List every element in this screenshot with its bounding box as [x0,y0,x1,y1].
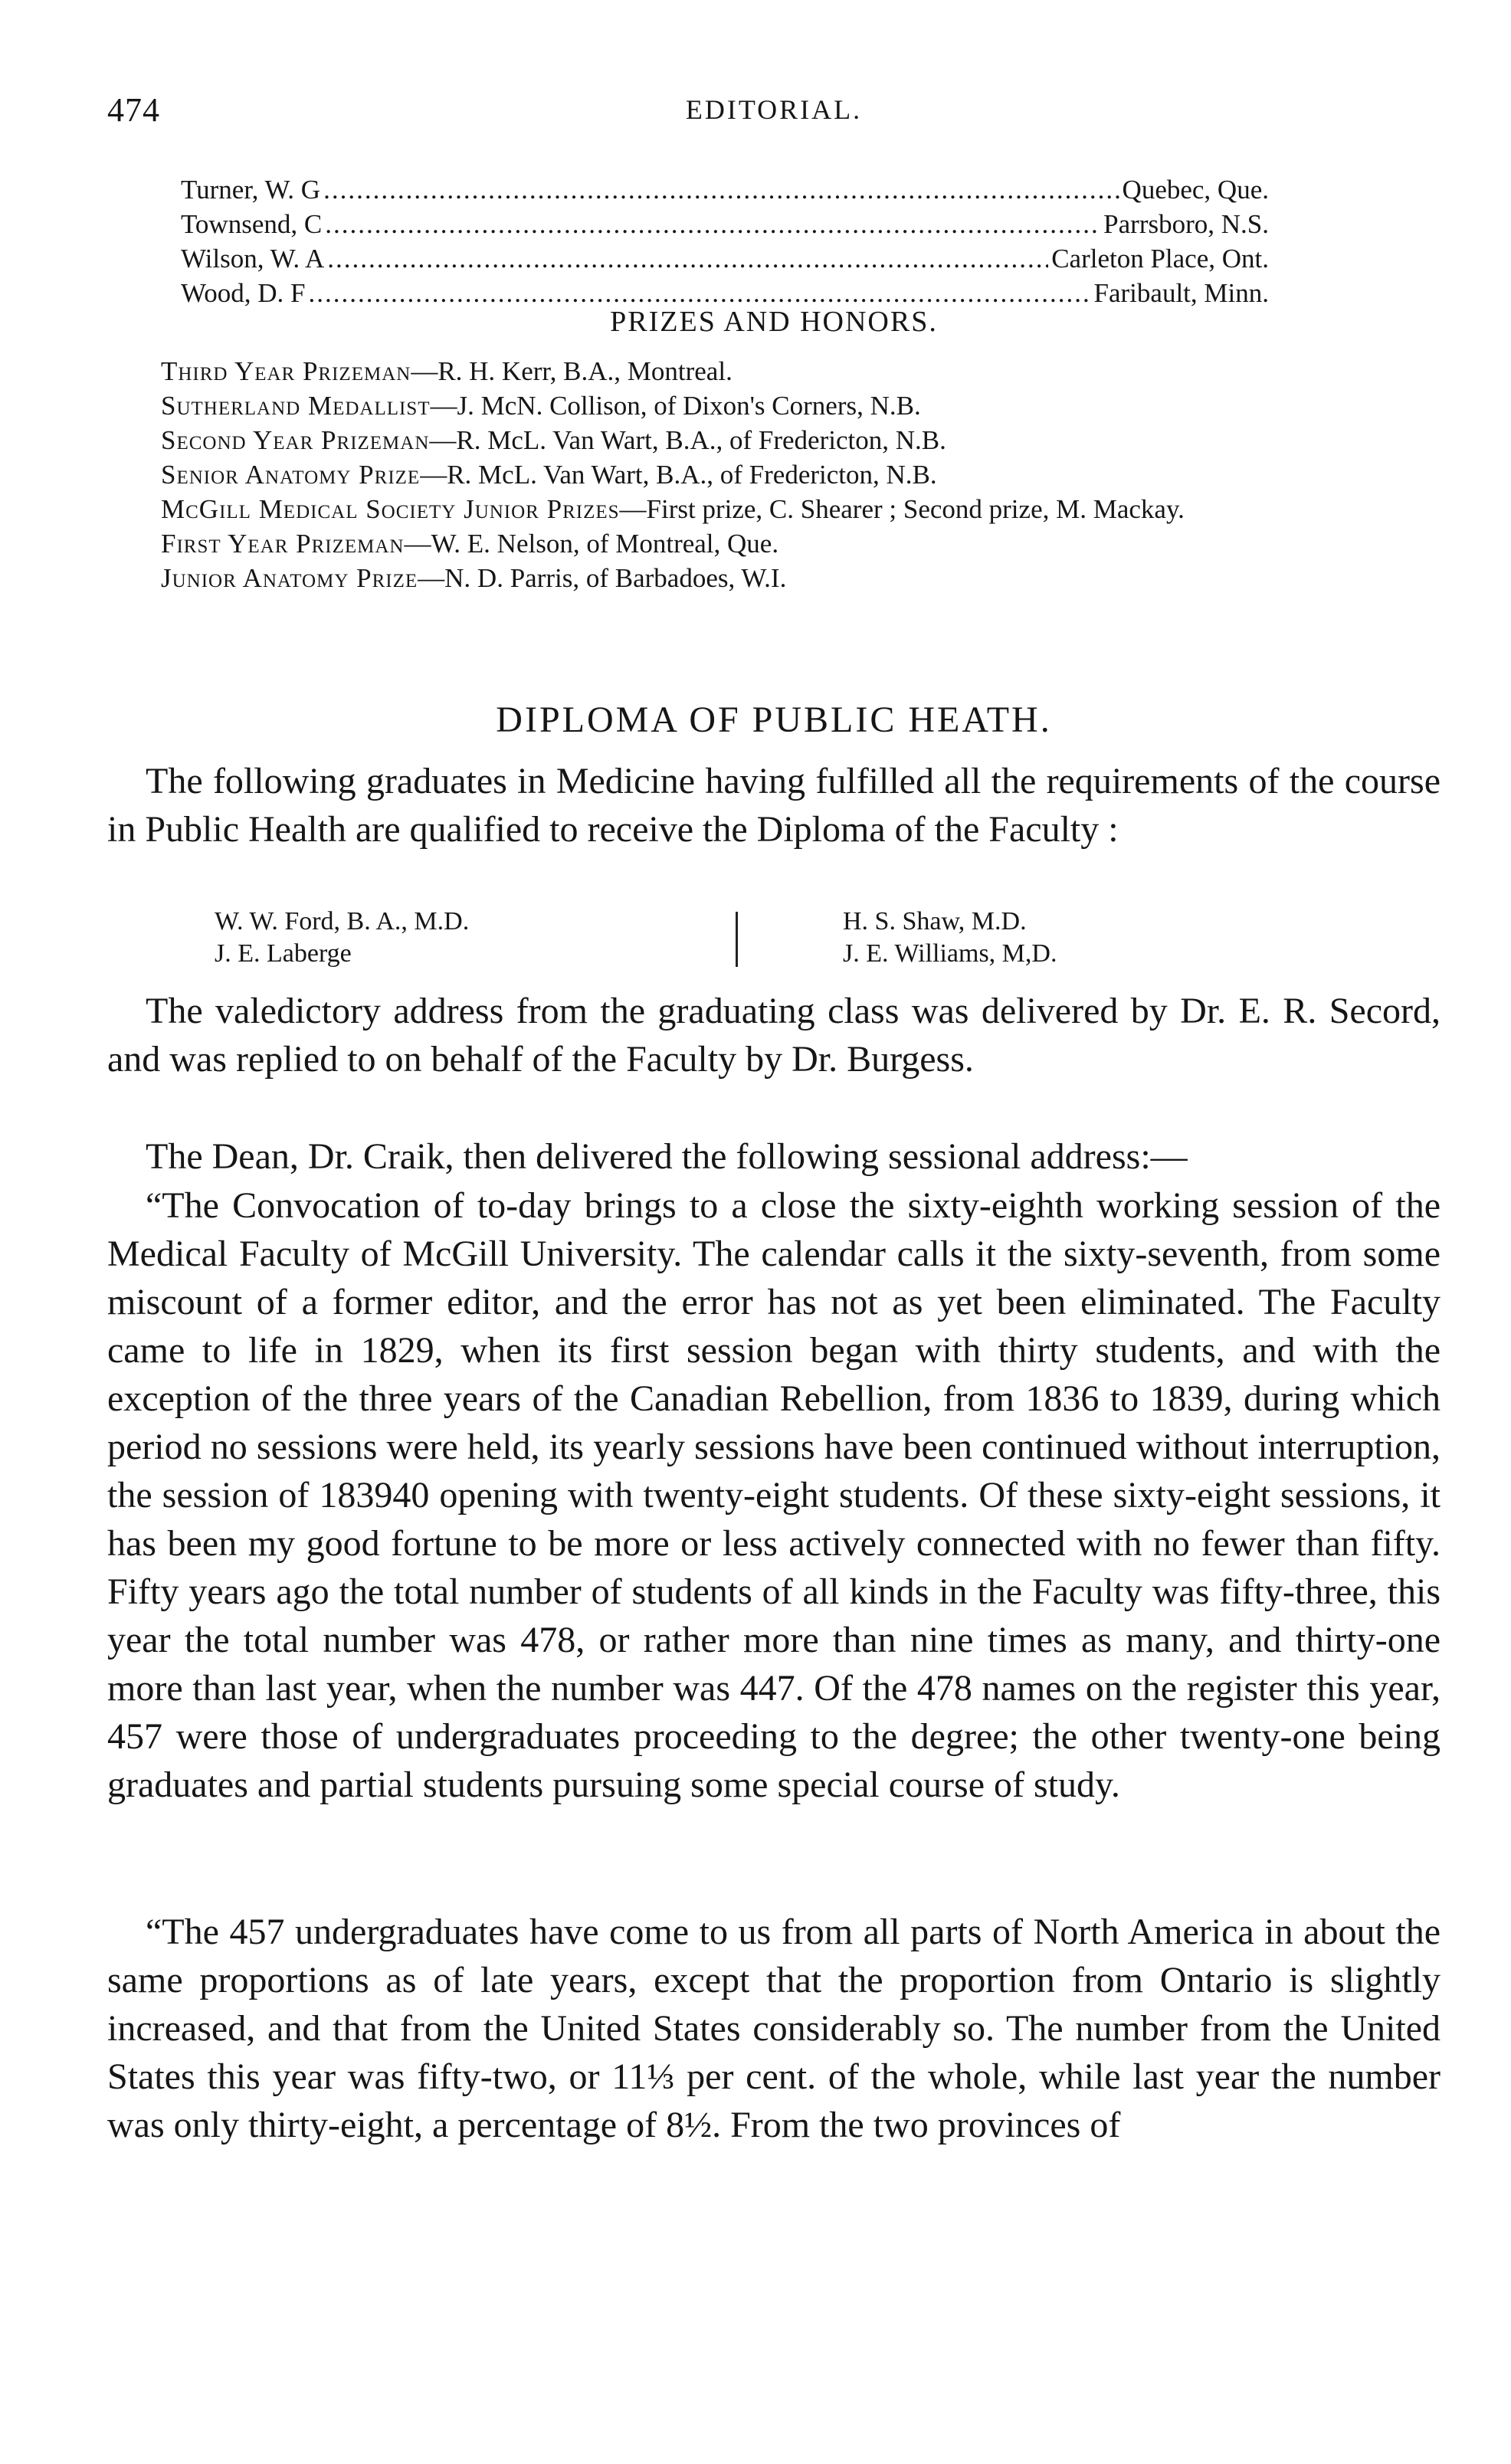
prize-item [161,561,1418,595]
valedictory-block [107,987,1441,1083]
prize-item [161,354,1418,388]
diploma-intro [107,757,1441,854]
page-number: 474 [107,91,160,129]
paragraph: “The Convocation of to-day brings to a close the sixty-eighth working session of the Medical Faculty of McGill University. The calendar calls it the sixty-seventh, from some miscount of a former editor, and the error has not as yet been eliminated. The Faculty came to life in 1829, when its first session began with thirty students, and with the exception of the three years of the Canadian Rebellion, from 1836 to 1839, during which period no sessions were held, its yearly sessions have been continued without interruption, the session of 183940 opening with twenty-eight students. Of these sixty-eight sessions, it has been my good fortune to be more or less actively connected with no fewer than fifty. Fifty years ago the total number of students of all kinds in the Faculty was fifty-three, this year the total number was 478, or rather more than nine times as many, and thirty-one more than last year, when the number was 447. Of the 478 names on the register this year, 457 were those of undergraduates proceeding to the degree; the other twenty-one being graduates and partial students pursuing some special course of study. [107,1185,1441,1805]
dot-leader [323,175,1119,205]
paragraph: The Dean, Dr. Craik, then delivered the following sessional address:— [146,1136,1188,1177]
prize-label: Junior Anatomy Prize [161,563,418,593]
graduate-entry: H. S. Shaw, M.D. [843,907,1027,935]
address-block-1 [107,1181,1441,1809]
dean-intro-block [107,1132,1441,1181]
dot-leader [327,244,1048,274]
graduates-list [181,175,1269,313]
prize-text: —R. McL. Van Wart, B.A., of Fredericton, N.B. [429,425,946,455]
graduate-name: Wood, D. F [181,278,306,308]
paragraph: “The 457 undergraduates have come to us from all parts of North America in about the same proportions as of late years, except that the proportion from Ontario is slightly increased, and that from the United States considerably so. The number from the United States this year was fifty-two, or 11⅓ per cent. of the whole, while last year the number was only thirty-eight, a percentage of 8½. From the two provinces of [107,1912,1441,2145]
graduate-place: Faribault, Minn. [1093,278,1269,308]
address-block-2 [107,1908,1441,2149]
prize-text: —N. D. Parris, of Barbadoes, W.I. [418,563,787,593]
graduate-place: Parrsboro, N.S. [1103,209,1269,239]
prize-label: McGill Medical Society Junior Prizes [161,494,620,524]
graduate-entry: W. W. Ford, B. A., M.D. [215,907,470,935]
graduate-name: Turner, W. G [181,175,321,205]
prize-label: Third Year Prizeman [161,356,411,386]
graduate-name: Townsend, C [181,209,323,239]
list-item [181,209,1269,244]
list-item [181,175,1269,209]
prize-text: —W. E. Nelson, of Montreal, Que. [404,529,779,559]
prize-text: —R. H. Kerr, B.A., Montreal. [411,356,733,386]
prize-item [161,423,1418,457]
graduate-entry: J. E. Williams, M,D. [843,939,1057,968]
prize-text: —R. McL. Van Wart, B.A., of Fredericton, N.B. [420,460,937,490]
graduates-right-column [843,906,1057,970]
dot-leader [325,209,1100,240]
prize-label: Sutherland Medallist [161,391,431,421]
prize-item [161,526,1418,561]
paragraph: The following graduates in Medicine having fulfilled all the requirements of the course in Public Health are qualified to receive the Diploma of the Faculty : [107,761,1441,850]
prize-text: —First prize, C. Shearer ; Second prize, M. Mackay. [619,494,1185,524]
graduate-place: Quebec, Que. [1122,175,1269,205]
graduates-left-column [215,906,469,970]
prize-label: Senior Anatomy Prize [161,460,421,490]
dot-leader [308,278,1090,309]
graduate-name: Wilson, W. A [181,244,325,274]
running-head: EDITORIAL. [685,94,863,125]
graduate-entry: J. E. Laberge [215,939,352,968]
prize-item [161,492,1418,526]
paragraph: The valedictory address from the graduating class was delivered by Dr. E. R. Secord, and was replied to on behalf of the Faculty by Dr. Burgess. [107,991,1441,1080]
prizes-heading: PRIZES AND HONORS. [610,306,938,338]
prize-text: —J. McN. Collison, of Dixon's Corners, N.B. [430,391,921,421]
prize-item [161,457,1418,492]
prizes-list [161,354,1418,595]
list-item [181,244,1269,278]
graduate-place: Carleton Place, Ont. [1051,244,1269,274]
column-divider [736,912,738,967]
prize-label: First Year Prizeman [161,529,405,559]
prize-label: Second Year Prizeman [161,425,430,455]
prize-item [161,388,1418,423]
page-header [107,90,1441,136]
diploma-heading: DIPLOMA OF PUBLIC HEATH. [496,700,1052,740]
